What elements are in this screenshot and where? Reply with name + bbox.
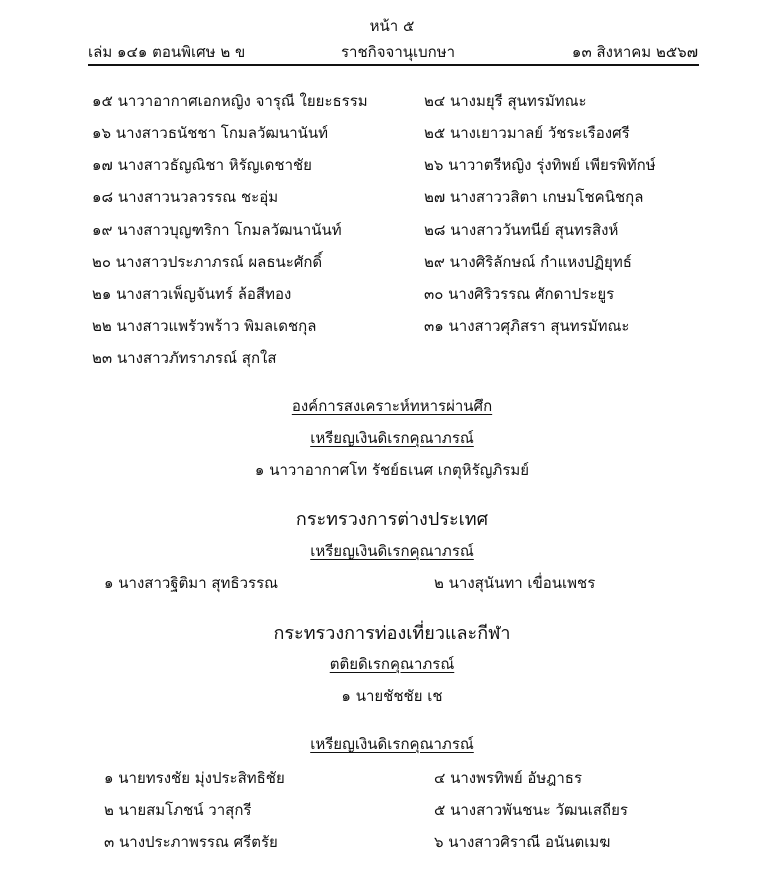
page-number: หน้า ๕ [369, 17, 415, 35]
list-item: ๒๘ นางสาววันทนีย์ สุนทรสิงห์ [424, 221, 619, 239]
list-item: ๓๑ นางสาวศุภิสรา สุนทรมัทณะ [424, 317, 630, 335]
list-item: ๔ นางพรทิพย์ อัษฎาธร [434, 769, 583, 787]
list-item: ๓๐ นางศิริวรรณ ศักดาประยูร [424, 285, 615, 303]
list-item: ๑ นางสาวฐิติมา สุทธิวรรณ [104, 574, 279, 592]
issue-date: ๑๓ สิงหาคม ๒๕๖๗ [571, 43, 698, 61]
list-item: ๑๕ นาวาอากาศเอกหญิง จารุณี ใยยะธรรม [92, 92, 368, 110]
list-item: ๒๕ นางเยาวมาลย์ วัชระเรืองศรี [424, 124, 630, 142]
list-item: ๒ นางสุนันทา เขื่อนเพชร [434, 574, 596, 592]
list-item: ๑ นายทรงชัย มุ่งประสิทธิชัย [104, 769, 285, 787]
award-heading: เหรียญเงินดิเรกคุณาภรณ์ [310, 735, 474, 753]
list-item: ๒๙ นางศิริลักษณ์ กำแหงปฏิยุทธ์ [424, 253, 632, 271]
award-heading: เหรียญเงินดิเรกคุณาภรณ์ [310, 542, 474, 560]
list-item: ๒๐ นางสาวประภาภรณ์ ผลธนะศักดิ์ [92, 253, 323, 271]
list-item: ๒๒ นางสาวแพรัวพร้าว พิมลเดชกุล [92, 317, 317, 335]
award-heading: ตติยดิเรกคุณาภรณ์ [329, 655, 455, 673]
volume-info: เล่ม ๑๔๑ ตอนพิเศษ ๒ ข [88, 43, 246, 61]
ministry-heading: กระทรวงการต่างประเทศ [295, 509, 489, 530]
list-item: ๑ นายชัชชัย เช [341, 687, 443, 705]
header-rule [88, 64, 699, 66]
gazette-title: ราชกิจจานุเบกษา [341, 43, 456, 61]
organization-heading: องค์การสงเคราะห์ทหารผ่านศึก [291, 397, 493, 415]
list-item: ๑ นาวาอากาศโท รัชย์ธเนศ เกตุหิรัญภิรมย์ [254, 461, 530, 479]
list-item: ๒๗ นางสาววสิตา เกษมโชคนิชกุล [424, 188, 644, 206]
list-item: ๒ นายสมโภชน์ วาสุกรี [104, 801, 252, 819]
list-item: ๕ นางสาวพันชนะ วัฒนเสถียร [434, 801, 628, 819]
list-item: ๑๖ นางสาวธนัชชา โกมลวัฒนานันท์ [92, 124, 329, 142]
list-item: ๒๑ นางสาวเพ็ญจันทร์ ล้อสีทอง [92, 285, 292, 303]
list-item: ๒๔ นางมยุรี สุนทรมัทณะ [424, 92, 587, 110]
list-item: ๒๓ นางสาวภัทราภรณ์ สุกใส [92, 349, 277, 367]
list-item: ๓ นางประภาพรรณ ศรีตรัย [104, 833, 278, 851]
award-heading: เหรียญเงินดิเรกคุณาภรณ์ [310, 429, 474, 447]
list-item: ๒๖ นาวาตรีหญิง รุ่งทิพย์ เพียรพิทักษ์ [424, 156, 656, 174]
list-item: ๑๗ นางสาวธัญณิชา หิรัญเดชาชัย [92, 156, 312, 174]
ministry-heading: กระทรวงการท่องเที่ยวและกีฬา [273, 623, 511, 644]
list-item: ๖ นางสาวศิราณี อนันตเมฆ [434, 833, 611, 851]
list-item: ๑๘ นางสาวนวลวรรณ ชะอุ่ม [92, 188, 279, 206]
list-item: ๑๙ นางสาวบุญฑริกา โกมลวัฒนานันท์ [92, 221, 342, 239]
